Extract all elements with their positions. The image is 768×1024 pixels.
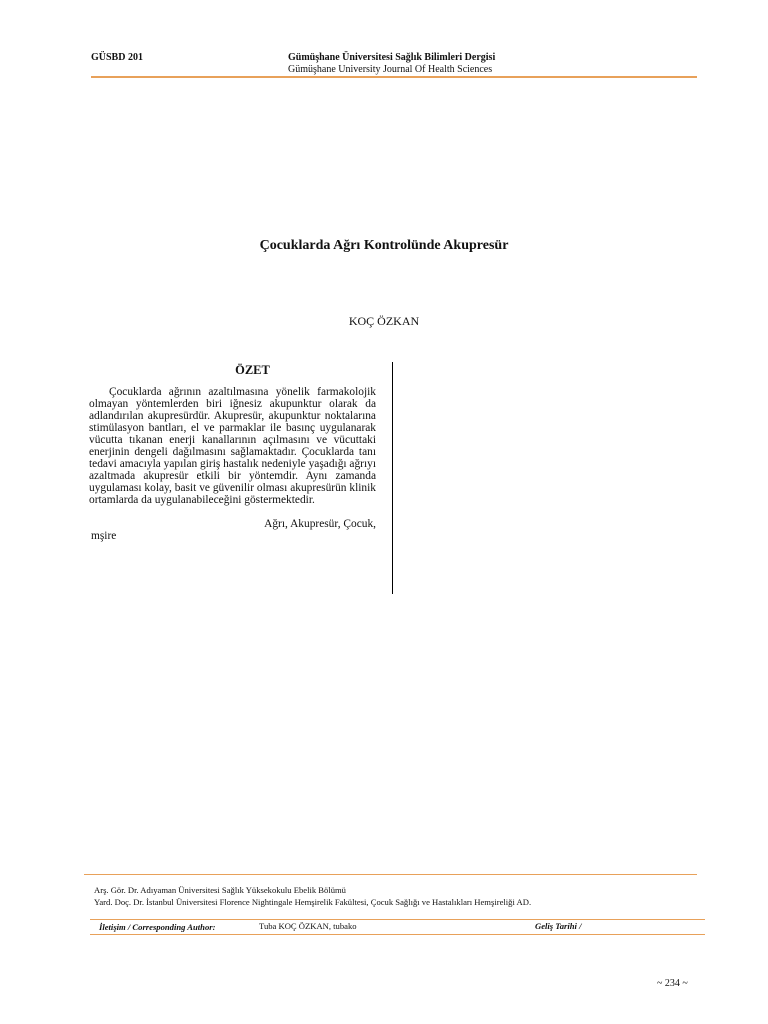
article-title: Çocuklarda Ağrı Kontrolünde Akupresür bbox=[259, 238, 509, 253]
journal-code: GÜSBD 201 bbox=[91, 52, 143, 63]
journal-title-en: Gümüşhane University Journal Of Health Sciences bbox=[288, 64, 493, 75]
abstract-section bbox=[89, 364, 376, 542]
footer-rule-middle bbox=[90, 919, 705, 920]
corresponding-author-name: Tuba KOÇ ÖZKAN, tubako bbox=[259, 921, 357, 931]
article-author: KOÇ ÖZKAN bbox=[348, 314, 420, 328]
page-number: ~ 234 ~ bbox=[657, 978, 688, 989]
footer-rule-top bbox=[84, 874, 697, 875]
abstract-heading: ÖZET bbox=[235, 363, 270, 377]
page-header bbox=[91, 50, 697, 78]
affiliation-1: Arş. Gör. Dr. Adıyaman Üniversitesi Sağlık Yüksekokulu Ebelik Bölümü bbox=[94, 885, 346, 895]
journal-title-tr: Gümüşhane Üniversitesi Sağlık Bilimleri Dergisi bbox=[288, 52, 496, 63]
footer-rule-bottom bbox=[90, 934, 705, 935]
keywords-line-2: mşire bbox=[91, 530, 117, 542]
affiliation-2: Yard. Doç. Dr. İstanbul Üniversitesi Florence Nightingale Hemşirelik Fakültesi, Çocuk Sağlığı ve Hastalıkları Hemşireliği AD. bbox=[94, 897, 532, 907]
column-divider bbox=[392, 362, 393, 594]
abstract-text: Çocuklarda ağrının azaltılmasına yönelik farmakolojik olmayan yöntemlerden biri iğnesiz akupunktur olarak da adlandırılan akupresürdür. Akupresür, akupunktur noktalarına stimülasyon bantları, el ve parmaklar ile basınç uygulanarak vücutta tıkanan enerji kanallarının açılmasını ve vücuttaki enerjinin dengeli dağılmasını sağlamaktadır. Çocuklarda tanı tedavi amacıyla yapılan giriş hastalık nedeniyle yaşadığı ağrıyı azaltmada akupresür etkili bir yöntemdir. Aynı zamanda uygulaması kolay, basit ve güvenilir olması akupresürün klinik ortamlarda da uygulanabileceğini göstermektedir. bbox=[89, 386, 376, 506]
received-date-label: Geliş Tarihi / bbox=[535, 921, 582, 931]
author-affiliations bbox=[94, 884, 531, 908]
corresponding-author-label: İletişim / Corresponding Author: bbox=[99, 922, 216, 932]
keywords-line-1: Ağrı, Akupresür, Çocuk, bbox=[264, 518, 376, 530]
